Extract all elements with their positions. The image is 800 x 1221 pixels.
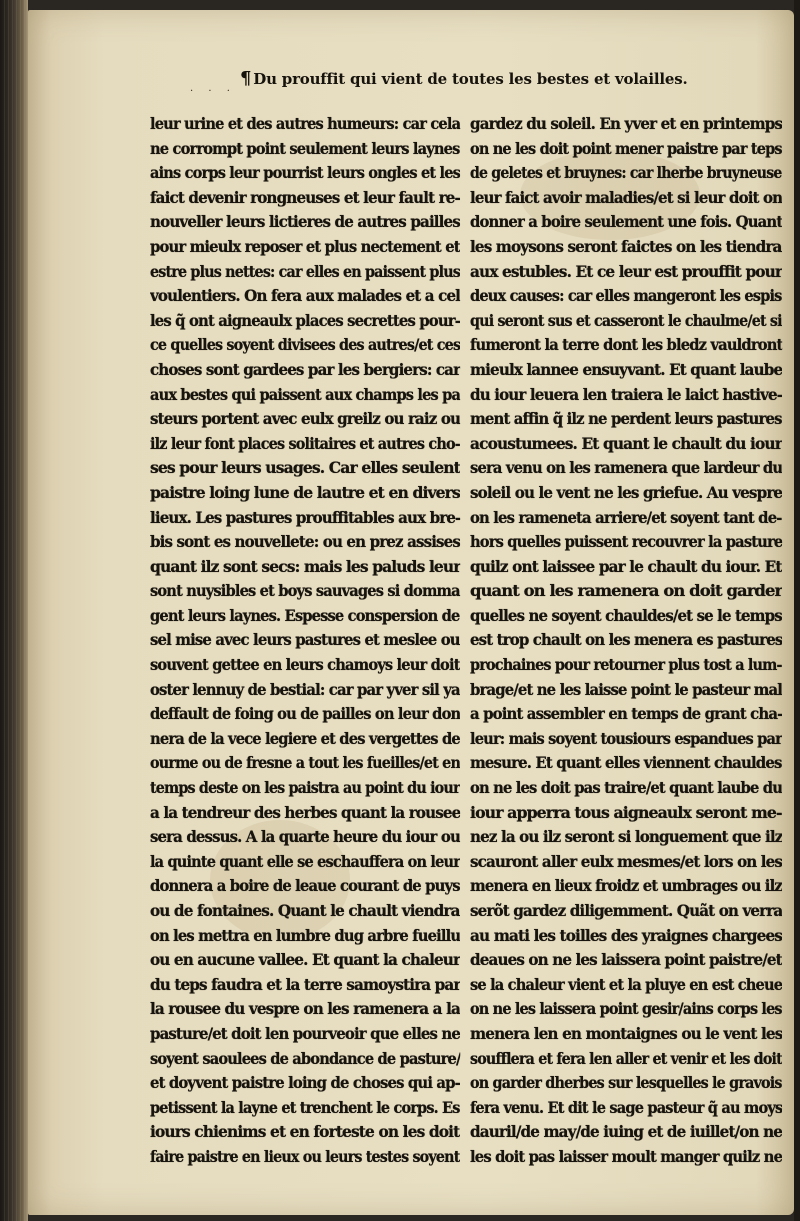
text-line: la rousee du vespre on les ramenera a la — [150, 999, 460, 1019]
text-line: sera dessus. A la quarte heure du iour ou — [150, 827, 460, 847]
text-line: de geletes et bruynes: car lherbe bruyneuse — [470, 163, 782, 183]
text-line: choses sont gardees par les bergiers: car — [150, 359, 461, 379]
text-line: les moysons seront faictes on les tiendra — [470, 236, 782, 256]
text-line: sel mise avec leurs pastures et meslee ou — [150, 630, 460, 650]
text-line: du teps faudra et la terre samoystira par — [150, 974, 461, 994]
text-line: quilz ont laissee par le chault du iour. Et — [470, 556, 782, 576]
text-line: bis sont es nouvellete: ou en prez assises — [150, 532, 460, 552]
text-line: fumeront la terre dont les bledz vauldront — [470, 335, 783, 355]
text-line: dauril/de may/de iuing et de iuillet/on ne — [470, 1122, 782, 1142]
text-line: estre plus nettes: car elles en paissent plus — [150, 261, 460, 281]
text-line: pasture/et doit len pourveoir que elles ne — [150, 1023, 461, 1043]
text-line: les q̃ ont aigneaulx places secrettes pour- — [150, 310, 461, 330]
text-line: ses pour leurs usages. Car elles seulent — [150, 458, 460, 478]
text-line: du iour leuera len traiera le laict hastive- — [470, 384, 783, 404]
text-line: ains corps leur pourrist leurs ongles et les — [150, 163, 461, 183]
text-line: prochaines pour retourner plus tost a lum- — [470, 655, 782, 675]
running-head-text: Du prouffit qui vient de toutes les bestes et volailles. — [253, 70, 688, 88]
text-line: oster lennuy de bestial: car par yver sil ya — [150, 679, 460, 699]
binding-page-edges — [4, 0, 26, 1221]
text-line: on garder dherbes sur lesquelles le gravois — [470, 1073, 782, 1093]
text-line: ce quelles soyent divisees des autres/et ces — [150, 335, 461, 355]
left-text-column — [150, 112, 460, 1170]
text-line: gardez du soleil. En yver et en printemps — [470, 114, 783, 133]
text-line: mieulx lannee ensuyvant. Et quant laube — [470, 359, 783, 379]
text-line: on ne les doit point mener paistre par teps — [470, 138, 782, 158]
text-line: ou de fontaines. Quant le chault viendra — [150, 901, 460, 920]
text-line: acoustumees. Et quant le chault du iour — [470, 433, 782, 453]
text-line: aux bestes qui paissent aux champs les pa — [150, 384, 461, 404]
text-line: et doyvent paistre loing de choses qui ap- — [150, 1073, 460, 1093]
text-line: soleil ou le vent ne les griefue. Au vespre — [470, 482, 783, 502]
text-line: scauront aller eulx mesmes/et lors on les — [470, 851, 783, 871]
pilcrow-icon: ¶ — [240, 68, 252, 89]
text-line: quant ilz sont secs: mais les paluds leur — [150, 556, 461, 576]
text-line: menera len en montaignes ou le vent les — [470, 1023, 782, 1043]
text-line: deffault de foing ou de pailles on leur don — [150, 704, 460, 724]
text-line: steurs portent avec eulx greilz ou raiz ou — [150, 409, 461, 429]
text-line: la quinte quant elle se eschauffera on leur — [150, 851, 461, 871]
text-line: nouveller leurs lictieres de autres pailles — [150, 212, 460, 232]
text-line: iours chienims et en forteste on les doit — [150, 1122, 460, 1142]
text-line: les doit pas laisser moult manger quilz ne — [470, 1146, 782, 1166]
text-line: deaues on ne les laissera point paistre/et — [470, 950, 782, 970]
text-line: paistre loing lune de lautre et en divers — [150, 482, 460, 502]
text-line: leur: mais soyent tousiours espandues par — [470, 728, 783, 748]
text-line: on ne les doit pas traire/et quant laube du — [470, 778, 782, 798]
text-line: au mati les toilles des yraignes chargees — [470, 925, 782, 945]
text-line: on ne les laissera point gesir/ains corps les — [470, 999, 782, 1019]
text-line: donnera a boire de leaue courant de puys — [150, 876, 460, 896]
text-line: menera en lieux froidz et umbrages ou ilz — [470, 876, 782, 896]
text-line: donner a boire seulement une fois. Quant — [470, 212, 782, 232]
right-page-edge — [794, 0, 800, 1221]
text-line: a point assembler en temps de grant cha- — [470, 704, 782, 724]
text-line: quant on les ramenera on doit garder — [470, 581, 782, 601]
text-line: serõt gardez diligemment. Quãt on verra — [470, 901, 783, 920]
text-line: nez la ou ilz seront si longuement que ilz — [470, 827, 783, 847]
text-line: nera de la vece legiere et des vergettes de — [150, 728, 460, 748]
text-line: ilz leur font places solitaires et autres cho- — [150, 433, 460, 453]
text-line: iour apperra tous aigneaulx seront me- — [470, 802, 782, 822]
text-line: soyent saoulees de abondance de pasture/ — [150, 1048, 461, 1068]
text-line: hors quelles puissent recouvrer la pasture — [470, 532, 783, 552]
text-line: sont nuysibles et boys sauvages si domma — [150, 581, 460, 601]
text-line: on les mettra en lumbre dug arbre fueillu — [150, 925, 460, 945]
text-line: qui seront sus et casseront le chaulme/et si — [470, 310, 782, 330]
text-line: ne corrompt point seulement leurs laynes — [150, 138, 460, 158]
text-line: ourme ou de fresne a tout les fueilles/et en — [150, 753, 461, 773]
text-line: pour mieulx reposer et plus nectement et — [150, 236, 460, 256]
text-line: leur faict avoir maladies/et si leur doit on — [470, 187, 783, 207]
text-line: mesure. Et quant elles viennent chauldes — [470, 753, 782, 773]
text-line: gent leurs laynes. Espesse conspersion de — [150, 605, 460, 625]
text-line: quelles ne soyent chauldes/et se le temps — [470, 605, 782, 625]
text-line: souvent gettee en leurs chamoys leur doit — [150, 655, 460, 675]
text-line: petissent la layne et trenchent le corps. Es — [150, 1097, 460, 1117]
text-line: faict devenir rongneuses et leur fault re- — [150, 187, 460, 207]
text-line: on les rameneta arriere/et soyent tant de- — [470, 507, 782, 527]
text-line: lieux. Les pastures prouffitables aux bre- — [150, 507, 461, 527]
text-line: voulentiers. On fera aux malades et a cel — [150, 286, 461, 306]
text-line: se la chaleur vient et la pluye en est cheue — [470, 974, 783, 994]
text-line: deux causes: car elles mangeront les espis — [470, 286, 782, 306]
text-line: aux estubles. Et ce leur est prouffit pour — [470, 261, 782, 281]
text-line: est trop chault on les menera es pastures — [470, 630, 782, 650]
text-line: sera venu on les ramenera que lardeur du — [470, 458, 782, 478]
text-line: fera venu. Et dit le sage pasteur q̃ au moys — [470, 1097, 782, 1117]
text-line: temps deste on les paistra au point du iour — [150, 778, 460, 798]
text-line: leur urine et des autres humeurs: car cela — [150, 114, 461, 133]
text-line: soufflera et fera len aller et venir et les doit — [470, 1048, 782, 1068]
text-line: ou en aucune vallee. Et quant la chaleur — [150, 950, 461, 970]
running-head — [240, 68, 688, 89]
decorative-dots: · · · — [190, 86, 236, 97]
text-line: ment affin q̃ ilz ne perdent leurs pastures — [470, 409, 782, 429]
text-line: a la tendreur des herbes quant la rousee — [150, 802, 461, 822]
text-line: brage/et ne les laisse point le pasteur mal — [470, 679, 782, 699]
right-text-column — [470, 112, 782, 1170]
text-line: faire paistre en lieux ou leurs testes soyent — [150, 1146, 460, 1166]
